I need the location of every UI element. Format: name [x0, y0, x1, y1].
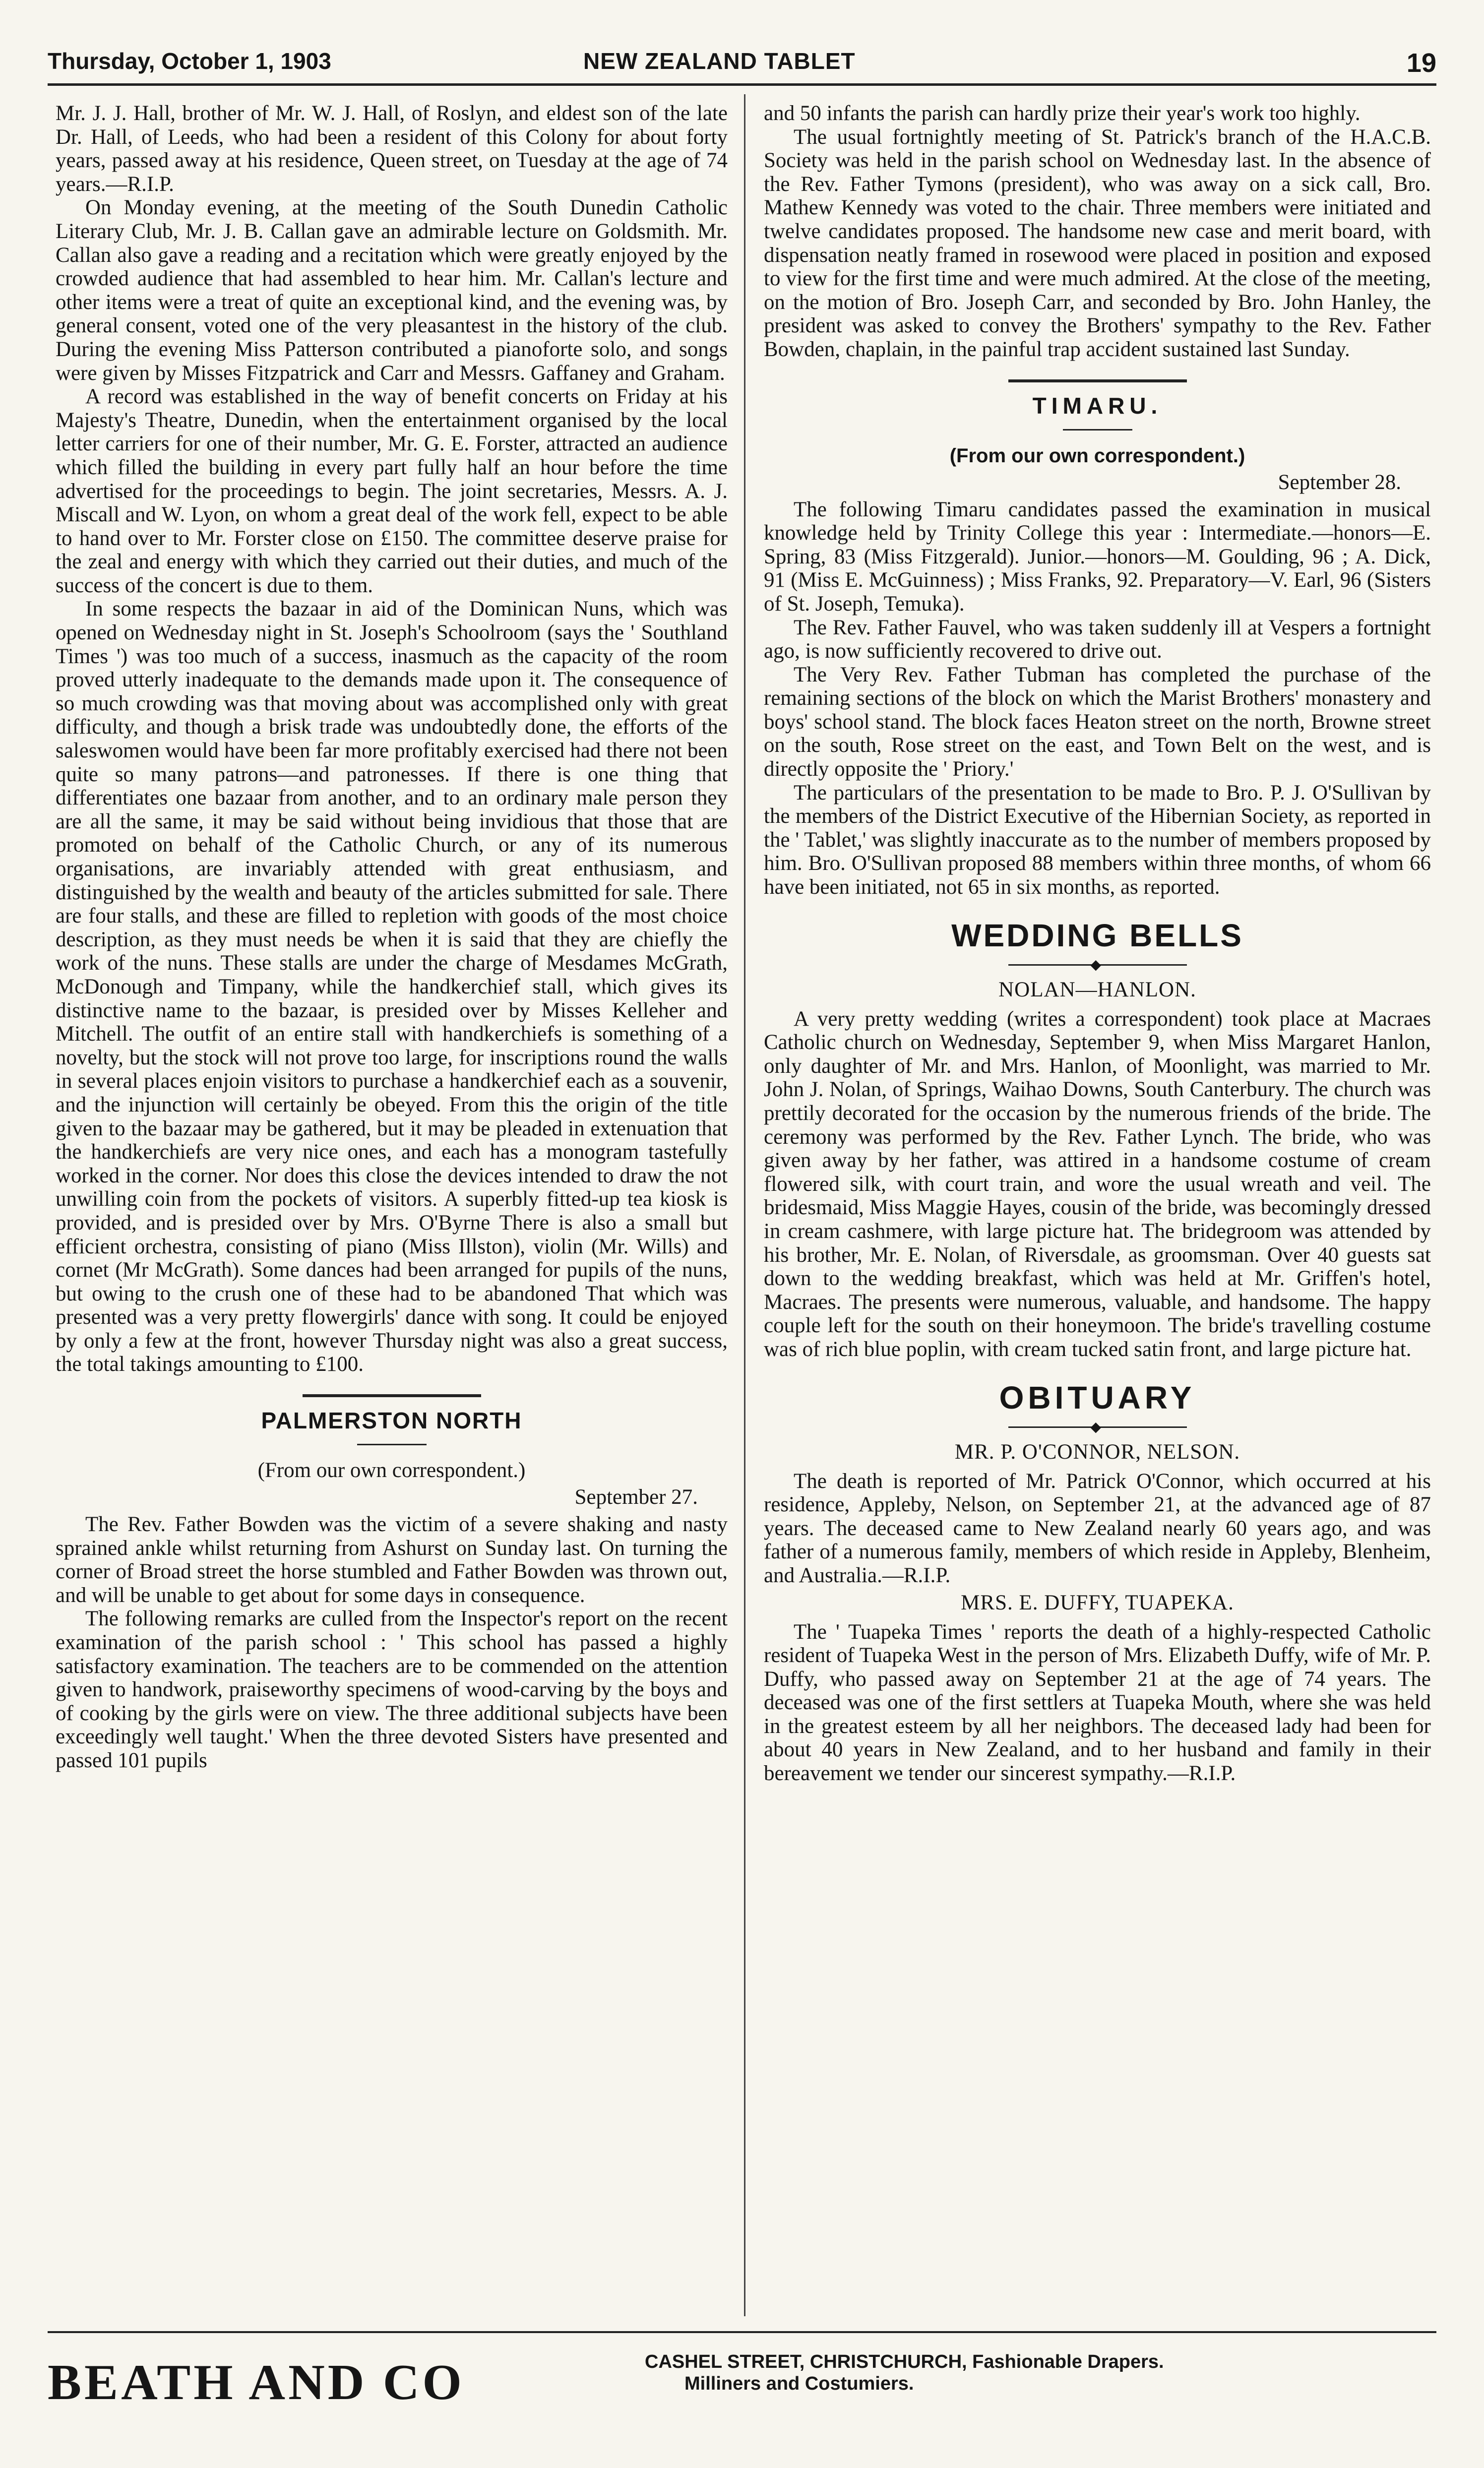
obituary-name: MRS. E. DUFFY, TUAPEKA. [961, 1591, 1234, 1614]
article-paragraph: On Monday evening, at the meeting of the South Dunedin Catholic Literary Club, Mr. J. B. Callan gave an admirable lecture on Goldsmith. Mr. Callan also gave a reading and a recitation which were greatly enjoyed by the crowded audience that had assembled to hear him. Mr. Callan's lecture and other items were a treat of quite an exceptional kind, and the evening was, by general consent, voted one of the very pleasantest in the history of the club. During the evening Miss Patterson contributed a pianoforte solo, and songs were given by Misses Fitzpatrick and Carr and Messrs. Gaffaney and Graham. [56, 196, 728, 385]
article-paragraph: In some respects the bazaar in aid of the Dominican Nuns, which was opened on Wednesday night in St. Joseph's Schoolroom (says the ' Southland Times ') was too much of a success, inasmuch as the capacity of the room proved utterly inadequate to the demands made upon it. The consequence of so much crowding was that moving about was accomplished only with great difficulty, and though a brisk trade was undoubtedly done, the efforts of the saleswomen would have been far more profitably exercised had there not been quite so many patrons—and patronesses. If there is one thing that differentiates one bazaar from another, and to an ordinary male person they are all the same, it may be said without being invidious that those that are promoted on behalf of the Catholic Church, or any of its numerous organisations, are invariably attended with great enthusiasm, and distinguished by the wealth and beauty of the articles submitted for sale. There are four stalls, and these are filled to repletion with goods of the most choice description, as they must needs be when it is said that they are chiefly the work of the nuns. These stalls are under the charge of Mesdames McGrath, McDonough and Timpany, while the handkerchief stall, which gives its distinctive name to the bazaar, is presided over by Misses Kelleher and Mitchell. The outfit of an entire stall with handkerchiefs is something of a novelty, but the stock will not prove too large, for inscriptions round the walls in several places enjoin visitors to purchase a handkerchief each as a souvenir, and the injunction will certainly be obeyed. From this the origin of the title given to the bazaar may be gathered, but it may be pleaded in extenuation that the handkerchiefs are very nice ones, and each has a monogram tastefully worked in the corner. Nor does this close the devices intended to draw the not unwilling coin from the pockets of visitors. A superbly fitted-up tea kiosk is provided, and is presided over by Mrs. O'Byrne There is also a small but efficient orchestra, consisting of piano (Miss Illston), violin (Mr. Wills) and cornet (Mr McGrath). Some dances had been arranged for pupils of the nuns, but owing to the crush one of these had to be abandoned That which was presented was a very pretty flowergirls' dance with song. It could be enjoyed by only a few at the front, however Thursday night was also a great success, the total takings amounting to £100. [56, 597, 728, 1376]
page-header [48, 42, 1436, 80]
article-paragraph: and 50 infants the parish can hardly prize their year's work too highly. [764, 102, 1360, 125]
article-paragraph: The following remarks are culled from the Inspector's report on the recent examination of the parish school : ' This school has passed a highly satisfactory examination. The teachers are to be commended on the attention given to handwork, praiseworthy specimens of wood-carving by the boys and of cooking by the girls were on view. The three additional subjects have been exceedingly well taught.' When the three devoted Sisters have presented and passed 101 pupils [56, 1607, 728, 1772]
advertiser-services: Milliners and Costumiers. [684, 2373, 914, 2394]
section-rule-small [357, 1444, 427, 1445]
diamond-ornament-icon: ◆ [1090, 1419, 1102, 1435]
right-column [764, 102, 1431, 1786]
section-heading-obituary: OBITUARY [999, 1379, 1196, 1416]
page-number: 19 [1406, 48, 1436, 78]
issue-date: Thursday, October 1, 1903 [48, 48, 331, 74]
section-rule [1008, 379, 1187, 382]
left-column [56, 102, 728, 1773]
section-heading-timaru: TIMARU. [1032, 392, 1163, 419]
footer-rule [48, 2331, 1436, 2333]
article-paragraph: The particulars of the presentation to be made to Bro. P. J. O'Sullivan by the members of the District Executive of the Hibernian Society, as reported in the ' Tablet,' was slightly inaccurate as to the number of members proposed by him. Bro. O'Sullivan proposed 88 members within three months, of whom 66 have been initiated, not 65 in six months, as reported. [764, 781, 1431, 899]
diamond-ornament-icon: ◆ [1090, 957, 1102, 973]
correspondent-line: (From our own correspondent.) [257, 1459, 526, 1482]
obituary-text: The ' Tuapeka Times ' reports the death of a highly-respected Catholic resident of Tuapeka West in the person of Mrs. Elizabeth Duffy, wife of Mr. P. Duffy, who passed away on September 21 at the age of 74 years. The deceased was one of the first settlers at Tuapeka Mouth, where she was held in the greatest esteem by all her neighbors. The deceased lady had been for about 40 years in New Zealand, and to her husband and family in their bereavement we tender our sincerest sympathy.—R.I.P. [764, 1620, 1431, 1786]
advertiser-address: CASHEL STREET, CHRISTCHURCH, Fashionable Drapers. [645, 2351, 1164, 2372]
section-heading-palmerston: PALMERSTON NORTH [261, 1408, 522, 1434]
section-rule [303, 1394, 481, 1397]
ornament-rule [1008, 1420, 1187, 1435]
ornament-rule [1008, 958, 1187, 973]
dateline: September 28. [1278, 470, 1401, 494]
article-paragraph: The following Timaru candidates passed the examination in musical knowledge held by Trinity College this year : Intermediate.—honors—E. Spring, 83 (Miss Fitzgerald). Junior.—honors—M. Goulding, 96 ; A. Dick, 91 (Miss E. McGuinness) ; Miss Franks, 92. Preparatory—V. Earl, 96 (Sisters of St. Joseph, Temuka). [764, 497, 1431, 616]
obituary-text: The death is reported of Mr. Patrick O'Connor, which occurred at his residence, Appleby, Nelson, on September 21, at the advanced age of 87 years. The deceased came to New Zealand nearly 60 years ago, and was father of a numerous family, members of which reside in Appleby, Blenheim, and Australia.—R.I.P. [764, 1469, 1431, 1587]
wedding-subheading: NOLAN—HANLON. [998, 978, 1196, 1001]
correspondent-line: (From our own correspondent.) [949, 444, 1245, 467]
article-paragraph: The Rev. Father Bowden was the victim of a severe shaking and nasty sprained ankle whilst returning from Ashurst on Sunday last. On turning the corner of Broad street the horse stumbled and Father Bowden was thrown out, and will be unable to get about for some days in consequence. [56, 1513, 728, 1607]
article-paragraph: The Very Rev. Father Tubman has completed the purchase of the remaining sections of the block on which the Marist Brothers' monastery and boys' school stand. The block faces Heaton street on the north, Browne street on the south, Rose street on the east, and Town Belt on the west, and is directly opposite the ' Priory.' [764, 663, 1431, 781]
article-paragraph: Mr. J. J. Hall, brother of Mr. W. J. Hall, of Roslyn, and eldest son of the late Dr. Hall, of Leeds, who had been a resident of this Colony for about forty years, passed away at his residence, Queen street, on Tuesday at the age of 74 years.—R.I.P. [56, 102, 728, 196]
header-rule [48, 83, 1436, 86]
article-paragraph: A very pretty wedding (writes a correspondent) took place at Macraes Catholic church on Wednesday, September 9, when Miss Margaret Hanlon, only daughter of Mr. and Mrs. Hanlon, of Moonlight, was married to Mr. John J. Nolan, of Springs, Waihao Downs, South Canterbury. The church was prettily decorated for the occasion by the numerous friends of the bride. The ceremony was performed by the Rev. Father Lynch. The bride, who was given away by her father, was attired in a handsome costume of cream flowered silk, with court train, and wore the usual wreath and veil. The bridesmaid, Miss Maggie Hayes, cousin of the bride, was becomingly dressed in cream cashmere, with large picture hat. The bridegroom was attended by his brother, Mr. E. Nolan, of Riversdale, as groomsman. Over 40 guests sat down to the wedding breakfast, which was held at Mr. Griffen's hotel, Macraes. The presents were numerous, valuable, and handsome. The happy couple left for the south on their honeymoon. The bride's travelling costume was of rich blue poplin, with cream tucked satin front, and large picture hat. [764, 1007, 1431, 1361]
article-paragraph: The Rev. Father Fauvel, who was taken suddenly ill at Vespers a fortnight ago, is now sufficiently recovered to drive out. [764, 616, 1431, 663]
advertiser-details [645, 2351, 1339, 2395]
publication-title: NEW ZEALAND TABLET [583, 48, 856, 74]
section-rule-small [1063, 429, 1132, 431]
advertiser-name: BEATH AND CO [48, 2354, 465, 2410]
section-heading-wedding: WEDDING BELLS [951, 917, 1243, 953]
article-paragraph: A record was established in the way of benefit concerts on Friday at his Majesty's Theatre, Dunedin, when the entertainment organised by the local letter carriers for one of their number, Mr. G. E. Forster, attracted an audience which filled the building in every part fully half an hour before the time advertised for the proceedings to begin. The joint secretaries, Messrs. A. J. Miscall and W. Lyon, on whom a great deal of the work fell, expect to be able to hand over to Mr. Forster close on £150. The committee deserve praise for the zeal and energy with which they carried out their duties, and much of the success of the concert is due to them. [56, 385, 728, 597]
column-divider [744, 94, 745, 2316]
article-paragraph: The usual fortnightly meeting of St. Patrick's branch of the H.A.C.B. Society was held in the parish school on Wednesday last. In the absence of the Rev. Father Tymons (president), who was away on a sick call, Bro. Mathew Kennedy was voted to the chair. Three members were initiated and twelve candidates proposed. The handsome new case and merit board, with dispensation neatly framed in rosewood were placed in position and exposed to view for the first time and were much admired. At the close of the meeting, on the motion of Bro. Joseph Carr, and seconded by Bro. John Hanley, the president was asked to convey the Brothers' sympathy to the Rev. Father Bowden, chaplain, in the painful trap accident sustained last Sunday. [764, 125, 1431, 361]
obituary-name: MR. P. O'CONNOR, NELSON. [954, 1440, 1240, 1464]
dateline: September 27. [574, 1485, 698, 1509]
